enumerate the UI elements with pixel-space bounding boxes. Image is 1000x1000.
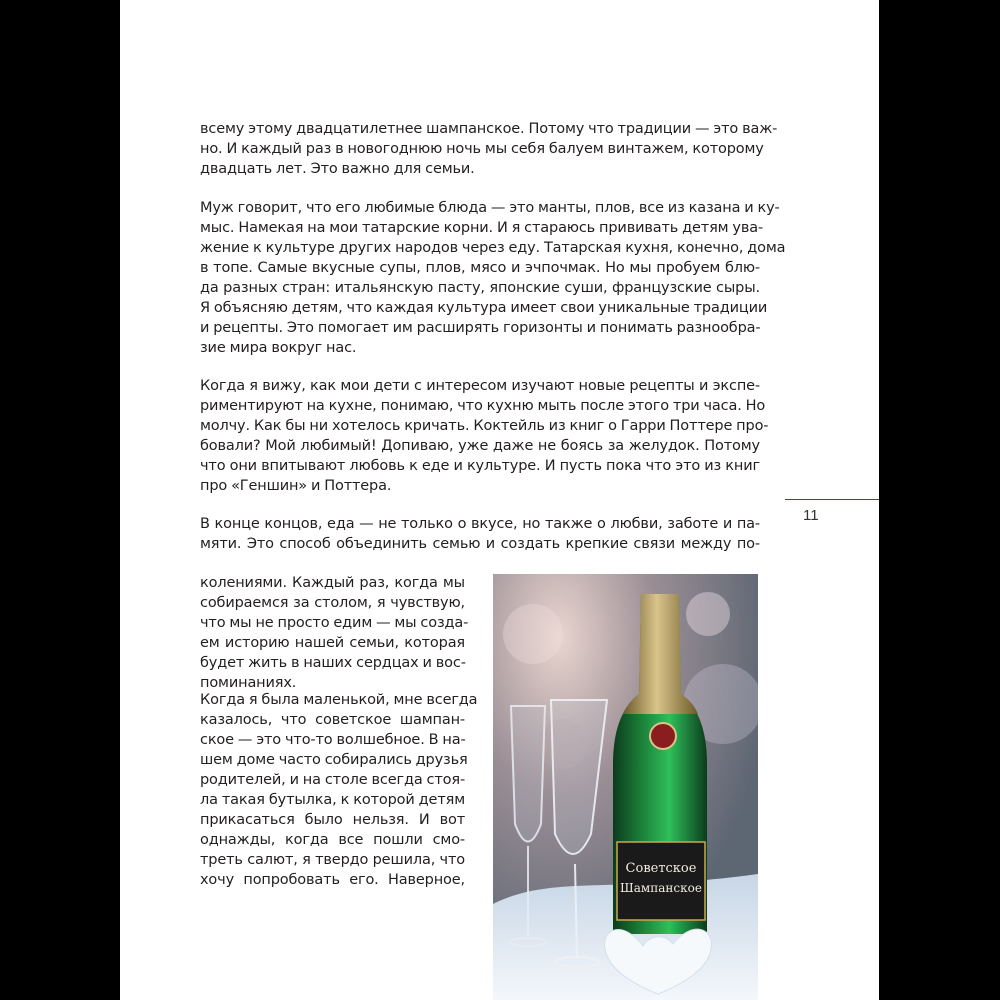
text-line: молчу. Как бы ни хотелось кричать. Коктейль из книг о Гарри Поттере про- — [200, 418, 769, 434]
champagne-photo — [493, 574, 758, 1000]
text-line: колениями. Каждый раз, когда мы — [200, 575, 465, 591]
text-line: что мы не просто едим — мы созда- — [200, 615, 469, 631]
text-line: но. И каждый раз в новогоднюю ночь мы себя балуем винтажем, которому — [200, 141, 764, 157]
text-line: В конце концов, еда — не только о вкусе, но также о любви, заботе и па- — [200, 516, 760, 532]
text-line: жение к культуре других народов через еду. Татарская кухня, конечно, дома — [200, 240, 786, 256]
champagne-illustration — [493, 574, 758, 1000]
paragraph-tradition — [200, 119, 778, 179]
text-line: и рецепты. Это помогает им расширять горизонты и понимать разнообра- — [200, 320, 761, 336]
text-line: собираемся за столом, я чувствую, — [200, 595, 465, 611]
text-line: будет жить в наших сердцах и вос- — [200, 655, 466, 671]
text-line: ем историю нашей семьи, которая — [200, 635, 465, 651]
paragraph-favorite-dishes — [200, 198, 786, 358]
text-line: что они впитывают любовь к еде и культуре. И пусть пока что это из книг — [200, 458, 760, 474]
text-line: всему этому двадцатилетнее шампанское. Потому что традиции — это важ- — [200, 121, 778, 137]
text-line: Муж говорит, что его любимые блюда — это манты, плов, все из казана и ку- — [200, 200, 780, 216]
paragraph-conclusion-continued — [200, 573, 469, 693]
text-line: родителей, и на столе всегда стоя- — [200, 772, 466, 788]
text-line: шем доме часто собирались друзья — [200, 752, 468, 768]
text-line: Я объясняю детям, что каждая культура имеет свои уникальные традиции — [200, 300, 768, 316]
bottle-label-line1: Советское — [625, 861, 697, 876]
paragraph-kids-cooking — [200, 376, 769, 496]
text-line: поминаниях. — [200, 675, 297, 691]
book-page — [120, 0, 879, 1000]
text-line: ла такая бутылка, к которой детям — [200, 792, 465, 808]
text-line: про «Геншин» и Поттера. — [200, 478, 392, 494]
page-number-rule — [785, 499, 879, 500]
text-line: казалось, что советское шампан- — [200, 712, 465, 728]
paragraph-childhood-champagne — [200, 690, 478, 890]
text-line: двадцать лет. Это важно для семьи. — [200, 161, 475, 177]
paragraph-conclusion — [200, 514, 760, 554]
text-line: ское — это что-то волшебное. В на- — [200, 732, 466, 748]
text-line: треть салют, я твердо решила, что — [200, 852, 465, 868]
text-line: в топе. Самые вкусные супы, плов, мясо и эчпочмак. Но мы пробуем блю- — [200, 260, 760, 276]
text-line: мяти. Это способ объединить семью и создать крепкие связи между по- — [200, 536, 760, 552]
text-line: однажды, когда все пошли смо- — [200, 832, 465, 848]
text-line: бовали? Мой любимый! Допиваю, уже даже не боясь за желудок. Потому — [200, 438, 760, 454]
text-line: зие мира вокруг нас. — [200, 340, 357, 356]
bottle-label-line2: Шампанское — [620, 881, 702, 895]
page-number: 11 — [803, 507, 819, 524]
text-line: хочу попробовать его. Наверное, — [200, 872, 465, 888]
text-line: да разных стран: итальянскую пасту, японские суши, французские сыры. — [200, 280, 760, 296]
text-line: Когда я вижу, как мои дети с интересом изучают новые рецепты и экспе- — [200, 378, 760, 394]
text-line: Когда я была маленькой, мне всегда — [200, 692, 478, 708]
text-line: риментируют на кухне, понимаю, что кухню мыть после этого три часа. Но — [200, 398, 766, 414]
text-line: мыс. Намекая на мои татарские корни. И я стараюсь прививать детям ува- — [200, 220, 764, 236]
text-line: прикасаться было нельзя. И вот — [200, 812, 465, 828]
